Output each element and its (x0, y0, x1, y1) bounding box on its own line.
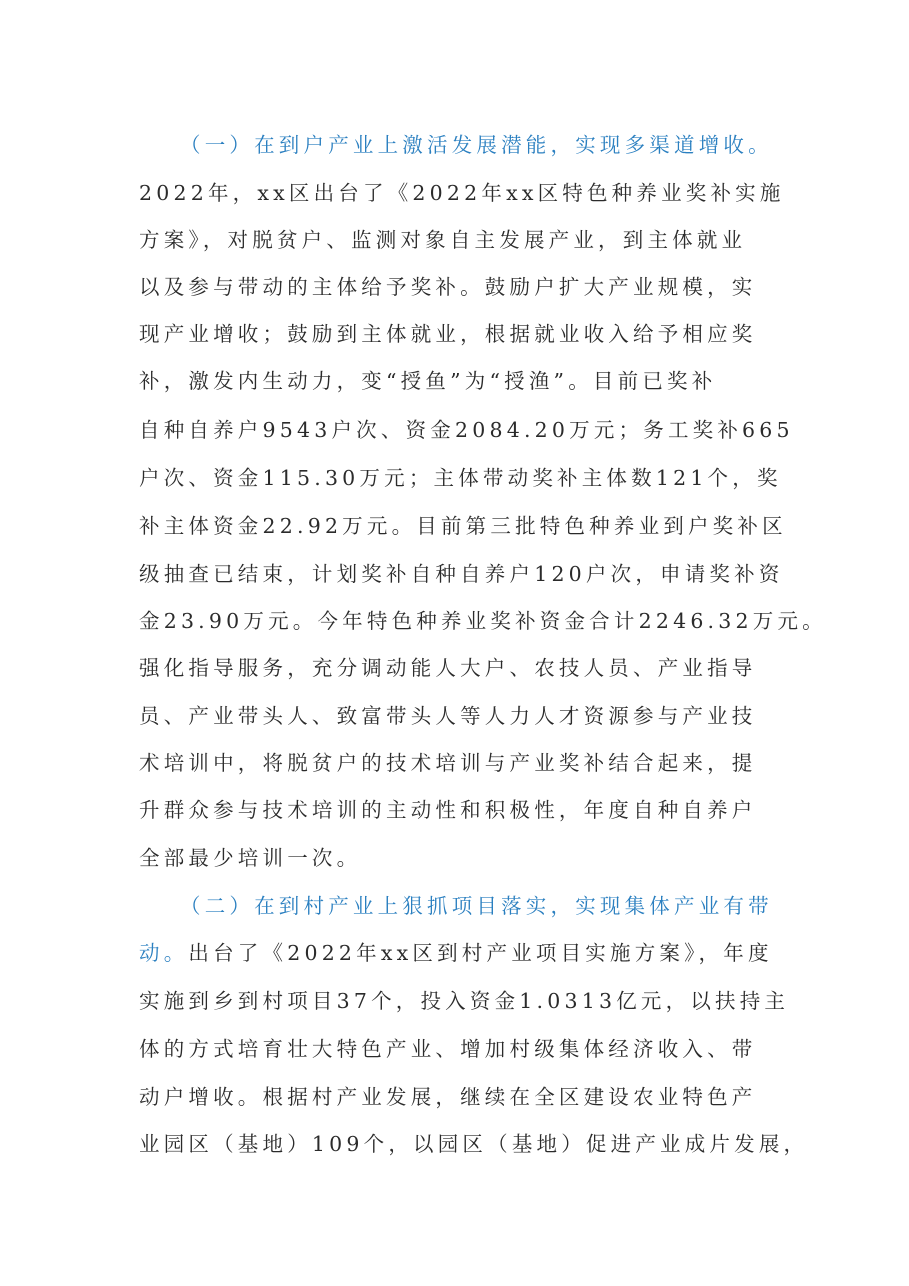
body-line-rest: 出台了《2022年xx区到村产业项目实施方案》，年度 (188, 941, 773, 965)
body-line: 2022年，xx区出台了《2022年xx区特色种养业奖补实施 (139, 181, 785, 205)
body-line: 补，激发内生动力，变“授鱼”为“授渔”。目前已奖补 (139, 369, 717, 393)
body-line: 级抽查已结束，计划奖补自种自养户120户次，申请奖补资 (139, 562, 784, 586)
body-line: 金23.90万元。今年特色种养业奖补资金合计2246.32万元。 (139, 609, 827, 633)
body-line: 业园区（基地）109个，以园区（基地）促进产业成片发展， (139, 1132, 809, 1156)
body-line: 自种自养户9543户次、资金2084.20万元；务工奖补665 (139, 418, 794, 442)
body-line: 以及参与带动的主体给予奖补。鼓励户扩大产业规模，实 (139, 275, 757, 299)
body-line: 体的方式培育壮大特色产业、增加村级集体经济收入、带 (139, 1037, 757, 1061)
body-line: 术培训中，将脱贫户的技术培训与产业奖补结合起来，提 (139, 751, 757, 775)
body-line: 现产业增收；鼓励到主体就业，根据就业收入给予相应奖 (139, 322, 757, 346)
body-line (139, 931, 773, 975)
body-line: 全部最少培训一次。 (139, 846, 362, 870)
body-line: 员、产业带头人、致富带头人等人力人才资源参与产业技 (139, 704, 757, 728)
section-heading-2-tail: 动。 (139, 941, 189, 965)
body-line: 动户增收。根据村产业发展，继续在全区建设农业特色产 (139, 1085, 757, 1109)
section-heading-1: （一）在到户产业上激活发展潜能，实现多渠道增收。 (180, 133, 773, 157)
body-line: 强化指导服务，充分调动能人大户、农技人员、产业指导 (139, 656, 757, 680)
section-heading-2: （二）在到村产业上狠抓项目落实，实现集体产业有带 (180, 894, 773, 918)
body-line: 方案》，对脱贫户、监测对象自主发展产业，到主体就业 (139, 228, 747, 252)
body-line: 补主体资金22.92万元。目前第三批特色种养业到户奖补区 (139, 514, 787, 538)
body-line: 户次、资金115.30万元；主体带动奖补主体数121个，奖 (139, 466, 782, 490)
body-line: 升群众参与技术培训的主动性和积极性，年度自种自养户 (139, 798, 757, 822)
body-line: 实施到乡到村项目37个，投入资金1.0313亿元，以扶持主 (139, 989, 790, 1013)
